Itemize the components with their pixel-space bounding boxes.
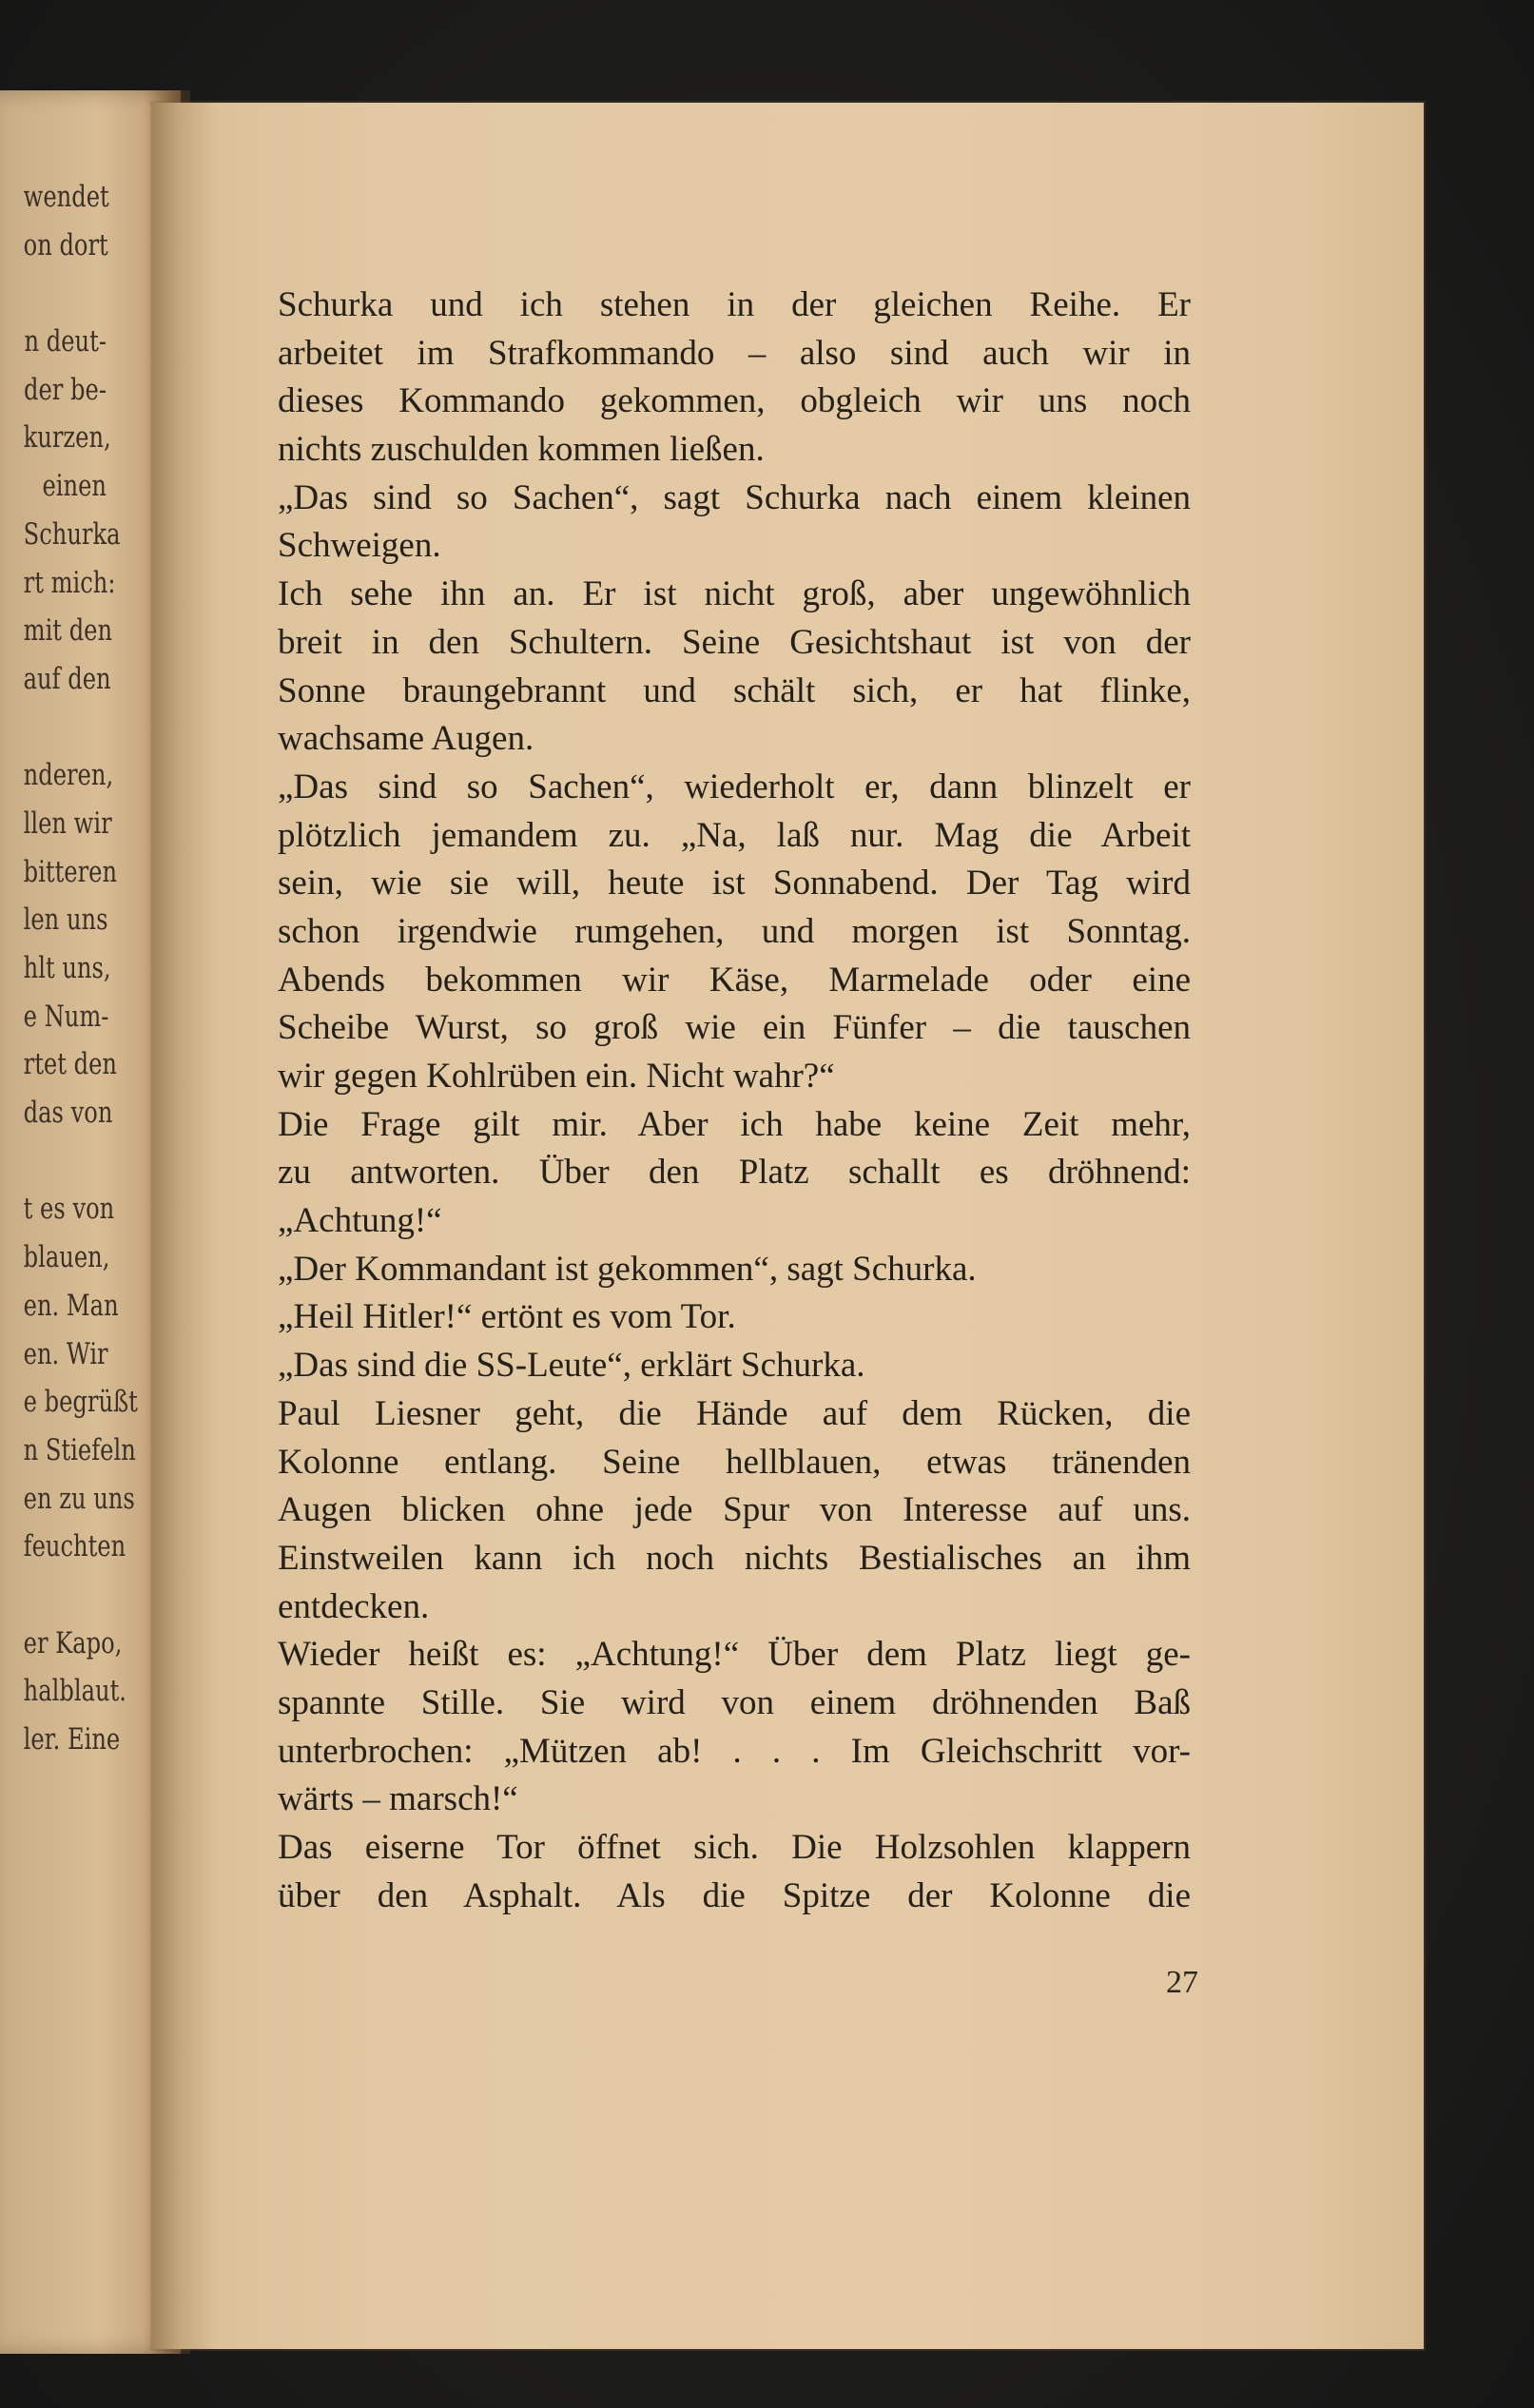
text-line: Schweigen. [278, 526, 441, 566]
text-line: „Heil Hitler!“ ertönt es vom Tor. [278, 1297, 736, 1337]
text-line: spannte Stille. Sie wird von einem dröhnenden Baß [278, 1682, 1191, 1722]
left-text-fragment: en. Wir [23, 1336, 108, 1371]
left-text-fragment: auf den [23, 661, 111, 696]
left-text-fragment [24, 704, 107, 752]
left-text-fragment: n deut- [24, 324, 107, 359]
left-text-fragment: n Stiefeln [23, 1432, 136, 1467]
left-text-fragment: mit den [23, 613, 113, 649]
text-line: „Das sind so Sachen“, sagt Schurka nach einem kleinen [278, 477, 1191, 517]
text-line: Die Frage gilt mir. Aber ich habe keine Zeit mehr, [278, 1104, 1191, 1144]
left-text-fragment: einen [42, 469, 107, 504]
text-line: Kolonne entlang. Seine hellblauen, etwas tränenden [278, 1442, 1191, 1482]
left-text-fragment: wendet [23, 180, 109, 214]
text-line: „Achtung!“ [278, 1201, 442, 1241]
left-text-fragment: hlt uns, [23, 951, 111, 985]
text-line: breit in den Schultern. Seine Gesichtshaut ist von der [278, 622, 1191, 662]
text-line: „Das sind so Sachen“, wiederholt er, dann blinzelt er [278, 767, 1191, 806]
text-line: über den Asphalt. Als die Spitze der Kolonne die [278, 1875, 1191, 1915]
text-line: arbeitet im Strafkommando – also sind auch wir in [278, 333, 1191, 373]
left-text-fragment: rtet den [23, 1047, 117, 1082]
text-line: Paul Liesner geht, die Hände auf dem Rücken, die [278, 1393, 1191, 1433]
left-text-fragment: nderen, [23, 758, 114, 793]
left-page-text [23, 173, 138, 1764]
text-line: nichts zuschulden kommen ließen. [278, 430, 765, 470]
left-text-fragment: der be- [24, 372, 107, 407]
text-line: Das eiserne Tor öffnet sich. Die Holzsohlen klappern [278, 1828, 1191, 1867]
text-line: wachsame Augen. [278, 719, 534, 759]
left-text-fragment [24, 1571, 107, 1620]
left-text-fragment [24, 1137, 107, 1186]
text-line: Schurka und ich stehen in der gleichen Reihe. Er [278, 285, 1191, 324]
left-text-fragment: er Kapo, [23, 1625, 123, 1660]
left-text-fragment: Schurka [23, 516, 121, 552]
text-line: wärts – marsch!“ [278, 1779, 518, 1819]
left-text-fragment: llen wir [23, 806, 112, 841]
text-line: Wieder heißt es: „Achtung!“ Über dem Platz liegt ge- [278, 1635, 1191, 1675]
text-line: Ich sehe ihn an. Er ist nicht groß, aber ungewöhnlich [278, 574, 1191, 614]
left-text-fragment: bitteren [23, 854, 118, 889]
page-body-text [278, 282, 1191, 1920]
text-line: Einstweilen kann ich noch nichts Bestialisches an ihm [278, 1538, 1191, 1578]
left-text-fragment: t es von [23, 1192, 115, 1227]
text-line: Augen blicken ohne jede Spur von Interesse auf uns. [278, 1490, 1191, 1530]
left-text-fragment: blauen, [23, 1240, 110, 1275]
left-text-fragment: rt mich: [23, 565, 116, 600]
text-line: Scheibe Wurst, so groß wie ein Fünfer – die tauschen [278, 1008, 1191, 1048]
left-text-fragment: halblaut. [23, 1674, 126, 1709]
text-line: dieses Kommando gekommen, obgleich wir uns noch [278, 381, 1191, 421]
left-text-fragment: en. Man [23, 1288, 119, 1323]
text-line: „Das sind die SS-Leute“, erklärt Schurka. [278, 1346, 865, 1386]
left-text-fragment: feuchten [23, 1529, 126, 1564]
left-text-fragment: e Num- [23, 999, 109, 1034]
left-text-fragment: das von [23, 1096, 113, 1131]
text-line: wir gegen Kohlrüben ein. Nicht wahr?“ [278, 1057, 835, 1096]
text-line: plötzlich jemandem zu. „Na, laß nur. Mag die Arbeit [278, 815, 1191, 855]
text-line: Sonne braungebrannt und schält sich, er hat flinke, [278, 670, 1191, 710]
left-text-fragment: e begrüßt [23, 1385, 138, 1420]
left-text-fragment: on dort [23, 227, 108, 262]
left-text-fragment: kurzen, [23, 420, 111, 456]
left-text-fragment: en zu uns [23, 1481, 135, 1516]
text-line: schon irgendwie rumgehen, und morgen ist Sonntag. [278, 911, 1191, 951]
text-line: entdecken. [278, 1586, 430, 1626]
left-text-fragment: ler. Eine [23, 1722, 121, 1757]
text-line: zu antworten. Über den Platz schallt es dröhnend: [278, 1153, 1191, 1193]
page-number: 27 [1166, 1965, 1198, 2000]
left-text-fragment: len uns [23, 903, 108, 938]
text-line: sein, wie sie will, heute ist Sonnabend. Der Tag wird [278, 864, 1191, 903]
text-line: Abends bekommen wir Käse, Marmelade oder eine [278, 960, 1191, 1000]
text-line: unterbrochen: „Mützen ab! . . . Im Gleichschritt vor- [278, 1731, 1191, 1771]
spine-shadow [152, 103, 219, 2349]
left-text-fragment [24, 269, 107, 318]
text-line: „Der Kommandant ist gekommen“, sagt Schurka. [278, 1249, 977, 1289]
